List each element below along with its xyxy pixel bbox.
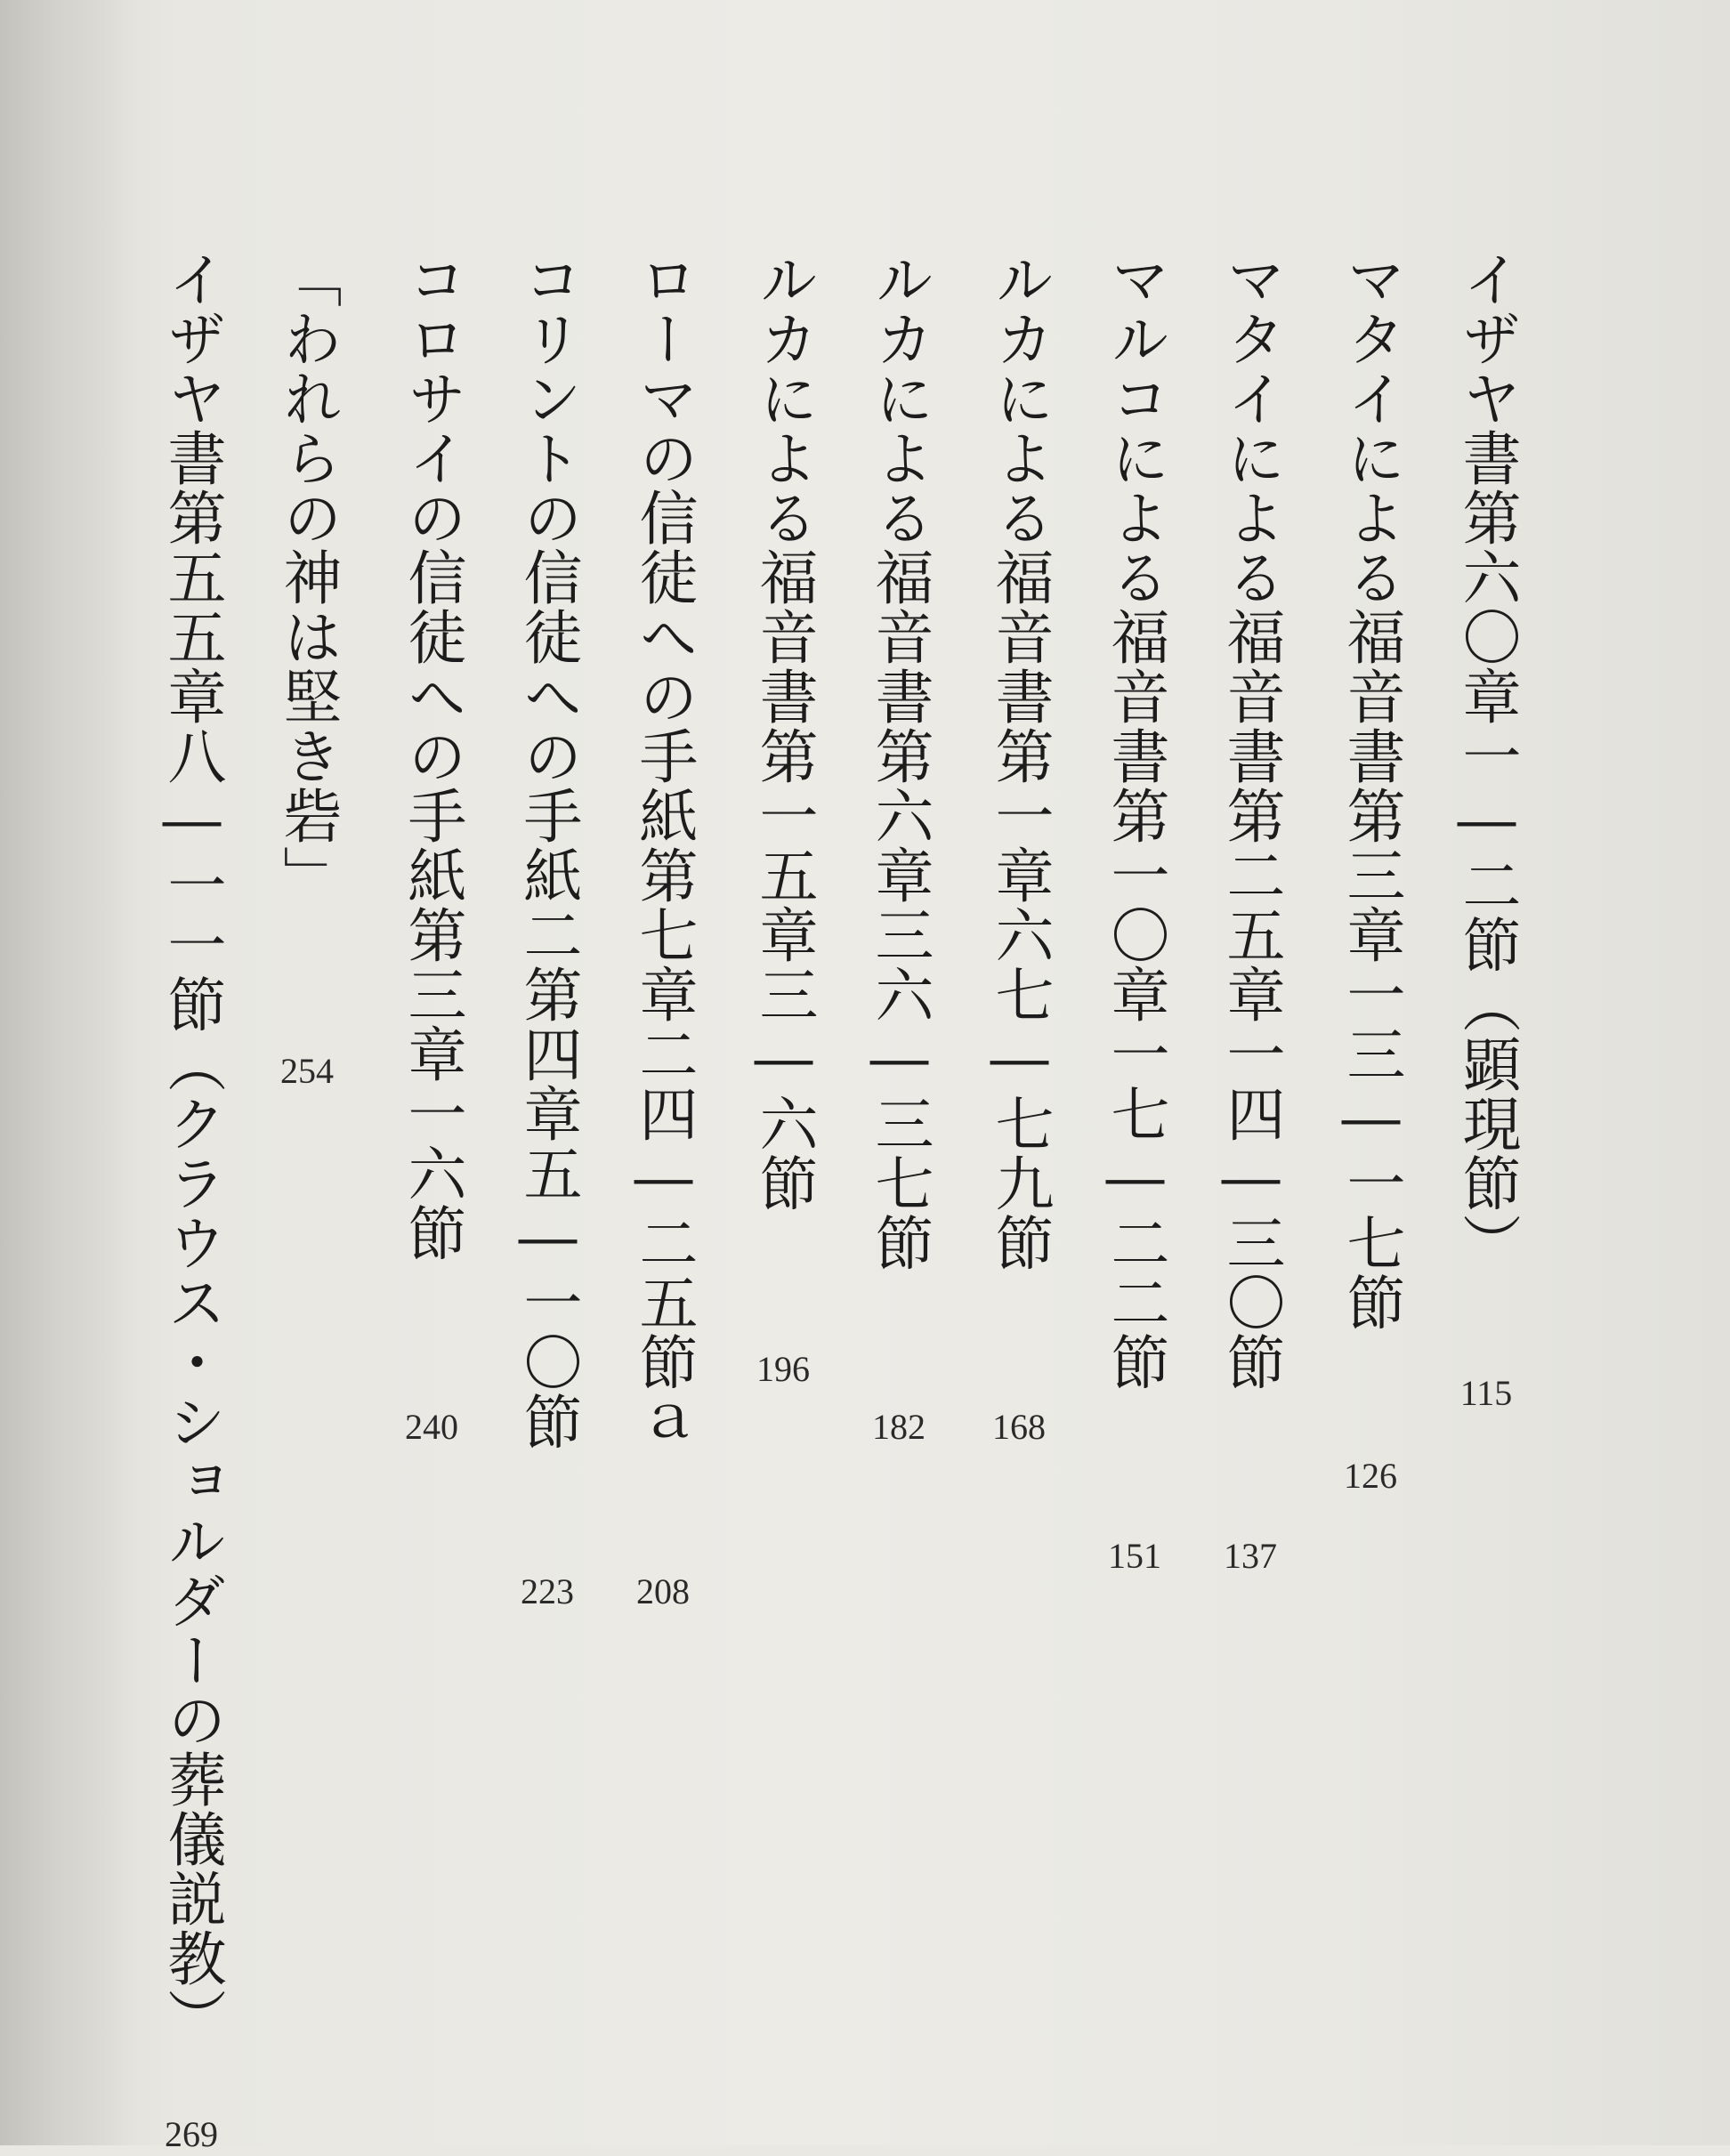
toc-entry-page: 115	[1459, 1373, 1513, 1413]
toc-entry-page: 269	[165, 2114, 218, 2154]
toc-entry-title: ルカによる福音書第一章六七―七九節	[985, 249, 1054, 1272]
toc-entry-title: コリントの信徒への手紙二第四章五―一〇節	[513, 249, 582, 1451]
toc-entry-page: 196	[756, 1349, 810, 1389]
toc-entry-title: 「われらの神は堅き砦」	[273, 249, 342, 905]
toc-entry-title: ローマの信徒への手紙第七章二四―二五節ａ	[629, 249, 698, 1451]
toc-entry-page: 208	[636, 1571, 690, 1611]
toc-entry-page: 168	[992, 1407, 1046, 1447]
toc-entry-title: マタイによる福音書第三章一三―一七節	[1337, 249, 1405, 1332]
toc-entry-title: ルカによる福音書第一五章三―六節	[749, 249, 818, 1213]
toc-entry-page: 137	[1224, 1536, 1277, 1576]
toc-entry-page: 223	[521, 1571, 574, 1611]
toc-entry-title: ルカによる福音書第六章三六―三七節	[865, 249, 934, 1272]
toc-entry-page: 254	[280, 1051, 334, 1091]
toc-entry-title: マタイによる福音書第二五章一四―三〇節	[1217, 249, 1285, 1392]
toc-entry-page: 240	[405, 1407, 458, 1447]
page-gutter-shadow	[0, 0, 133, 2145]
toc-entry-title: コロサイの信徒への手紙第三章一六節	[398, 249, 466, 1263]
toc-entry-title: イザヤ書第五五章八―一一節（クラウス・ショルダーの葬儀説教）	[158, 249, 226, 2047]
toc-entry-title: イザヤ書第六〇章一―二節（顕現節）	[1452, 249, 1521, 1272]
toc-entry-page: 126	[1344, 1456, 1397, 1496]
toc-entry-title: マルコによる福音書第一〇章一七―二二節	[1101, 249, 1169, 1392]
toc-entry-page: 182	[872, 1407, 926, 1447]
toc-entry-page: 151	[1108, 1536, 1161, 1576]
